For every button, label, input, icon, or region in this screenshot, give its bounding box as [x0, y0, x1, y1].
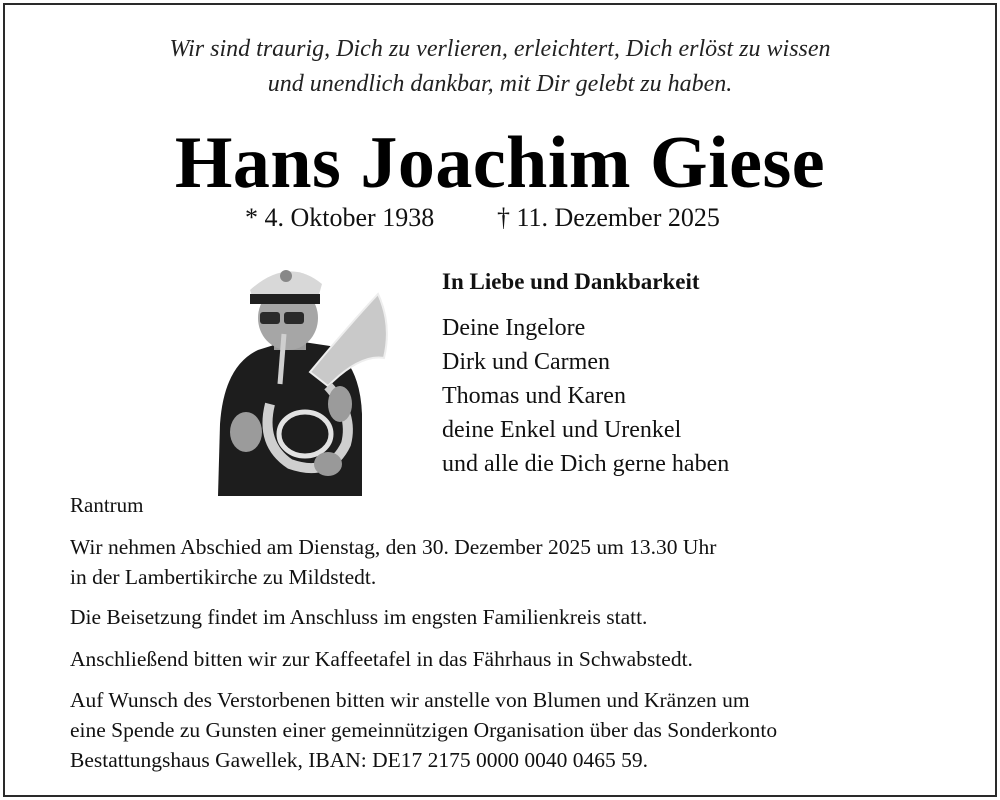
paragraph-line: Die Beisetzung findet im Anschluss im engsten Familienkreis statt. [70, 605, 648, 629]
mourner-line: Dirk und Carmen [442, 349, 610, 375]
mourners-heading: In Liebe und Dankbarkeit [442, 269, 700, 294]
paragraph-line: Auf Wunsch des Verstorbenen bitten wir anstelle von Blumen und Kränzen um [70, 688, 750, 712]
paragraph-line: Anschließend bitten wir zur Kaffeetafel in das Fährhaus in Schwabstedt. [70, 647, 693, 671]
deceased-name: Hans Joachim Giese [174, 122, 826, 204]
paragraph-line: in der Lambertikirche zu Mildstedt. [70, 565, 377, 589]
paragraph-line: Wir nehmen Abschied am Dienstag, den 30. Dezember 2025 um 13.30 Uhr [70, 535, 717, 559]
mourner-line: deine Enkel und Urenkel [442, 417, 682, 443]
place-name: Rantrum [70, 493, 144, 517]
paragraph-line: Bestattungshaus Gawellek, IBAN: DE17 2175 0000 0040 0465 59. [70, 748, 649, 772]
mourner-line: Thomas und Karen [442, 383, 626, 409]
death-date: † 11. Dezember 2025 [497, 203, 720, 232]
coffee-paragraph [70, 644, 693, 674]
donation-paragraph [70, 685, 777, 775]
portrait-photo [210, 254, 390, 496]
mourner-line: und alle die Dich gerne haben [442, 451, 730, 477]
burial-paragraph [70, 602, 647, 632]
mourner-line: Deine Ingelore [442, 315, 586, 341]
farewell-paragraph [70, 532, 716, 592]
paragraph-line: eine Spende zu Gunsten einer gemeinnützigen Organisation über das Sonderkonto [70, 718, 778, 742]
birth-date: * 4. Oktober 1938 [245, 203, 435, 232]
quote-line-2: und unendlich dankbar, mit Dir gelebt zu haben. [267, 71, 733, 97]
mourners-list [442, 311, 729, 481]
quote-line-1: Wir sind traurig, Dich zu verlieren, erleichtert, Dich erlöst zu wissen [169, 36, 831, 62]
